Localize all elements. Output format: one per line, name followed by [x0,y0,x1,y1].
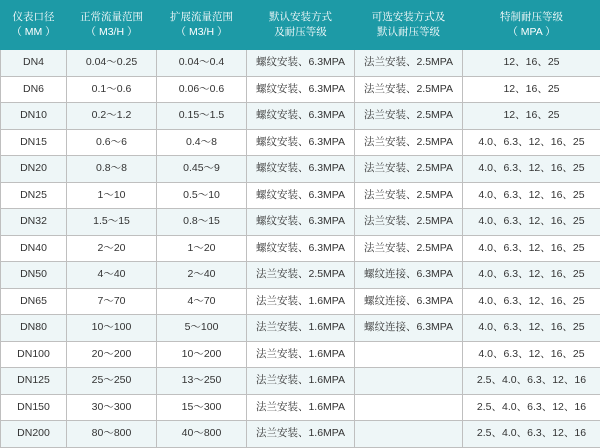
table-cell: 法兰安装、1.6MPA [247,315,355,342]
table-cell [355,421,463,448]
table-cell: 4.0、6.3、12、16、25 [463,129,600,156]
table-cell: 法兰安装、1.6MPA [247,288,355,315]
column-header-diameter-line2: （ MM ） [2,25,65,40]
cell-diameter: DN4 [1,50,67,77]
table-cell: 30～300 [67,394,157,421]
table-cell: 7～70 [67,288,157,315]
table-row [1,288,600,315]
table-cell: 2～40 [157,262,247,289]
column-header-optional-install-line1: 可选安装方式及 [356,10,461,25]
table-row [1,103,600,130]
table-row [1,50,600,77]
table-cell: 螺纹安装、6.3MPA [247,209,355,236]
table-row [1,76,600,103]
column-header-special-pressure [463,1,600,50]
table-cell: 螺纹连接、6.3MPA [355,315,463,342]
column-header-normal-flow-line2: （ M3/H ） [68,25,155,40]
table-cell: 法兰安装、2.5MPA [355,103,463,130]
cell-diameter: DN65 [1,288,67,315]
table-body [1,50,600,448]
table-cell: 12、16、25 [463,76,600,103]
cell-diameter: DN32 [1,209,67,236]
table-cell: 法兰安装、2.5MPA [355,235,463,262]
table-cell: 4.0、6.3、12、16、25 [463,341,600,368]
cell-diameter: DN25 [1,182,67,209]
cell-diameter: DN125 [1,368,67,395]
table-cell: 10～200 [157,341,247,368]
table-cell: 2.5、4.0、6.3、12、16 [463,394,600,421]
table-cell: 0.04～0.4 [157,50,247,77]
table-cell: 4.0、6.3、12、16、25 [463,315,600,342]
table-cell: 螺纹连接、6.3MPA [355,288,463,315]
table-cell: 20～200 [67,341,157,368]
table-cell: 0.04～0.25 [67,50,157,77]
table-cell: 40～800 [157,421,247,448]
table-cell: 螺纹安装、6.3MPA [247,235,355,262]
table-cell: 10～100 [67,315,157,342]
table-row [1,368,600,395]
table-cell: 法兰安装、2.5MPA [355,182,463,209]
column-header-normal-flow [67,1,157,50]
table-cell: 螺纹安装、6.3MPA [247,182,355,209]
cell-diameter: DN200 [1,421,67,448]
column-header-default-install-line2: 及耐压等级 [248,25,353,40]
cell-diameter: DN15 [1,129,67,156]
table-cell: 4.0、6.3、12、16、25 [463,209,600,236]
table-cell: 13～250 [157,368,247,395]
table-cell: 0.8～15 [157,209,247,236]
table-cell: 12、16、25 [463,50,600,77]
column-header-optional-install [355,1,463,50]
cell-diameter: DN80 [1,315,67,342]
column-header-default-install [247,1,355,50]
column-header-special-pressure-line1: 特制耐压等级 [464,10,599,25]
table-row [1,315,600,342]
column-header-normal-flow-line1: 正常流量范围 [68,10,155,25]
cell-diameter: DN10 [1,103,67,130]
table-cell: 4～40 [67,262,157,289]
table-cell: 法兰安装、2.5MPA [355,129,463,156]
table-cell: 螺纹安装、6.3MPA [247,156,355,183]
table-cell: 螺纹安装、6.3MPA [247,76,355,103]
column-header-diameter [1,1,67,50]
table-row [1,129,600,156]
cell-diameter: DN40 [1,235,67,262]
table-cell: 螺纹安装、6.3MPA [247,103,355,130]
table-cell: 0.06～0.6 [157,76,247,103]
table-cell: 0.5～10 [157,182,247,209]
table-cell: 法兰安装、2.5MPA [247,262,355,289]
cell-diameter: DN6 [1,76,67,103]
table-cell: 4～70 [157,288,247,315]
table-row [1,182,600,209]
table-cell: 0.1～0.6 [67,76,157,103]
table-row [1,235,600,262]
table-row [1,421,600,448]
table-cell: 0.4～8 [157,129,247,156]
table-cell: 法兰安装、2.5MPA [355,209,463,236]
table-header-row [1,1,600,50]
table-cell: 1～20 [157,235,247,262]
column-header-special-pressure-line2: （ MPA ） [464,25,599,40]
table-cell: 1.5～15 [67,209,157,236]
table-cell: 2.5、4.0、6.3、12、16 [463,421,600,448]
table-cell: 螺纹安装、6.3MPA [247,129,355,156]
table-cell: 0.6～6 [67,129,157,156]
cell-diameter: DN20 [1,156,67,183]
table-row [1,341,600,368]
table-cell: 15～300 [157,394,247,421]
column-header-extended-flow [157,1,247,50]
cell-diameter: DN100 [1,341,67,368]
table-cell: 0.8～8 [67,156,157,183]
table-cell: 12、16、25 [463,103,600,130]
table-cell: 法兰安装、2.5MPA [355,50,463,77]
table-cell: 0.15～1.5 [157,103,247,130]
table-cell: 4.0、6.3、12、16、25 [463,156,600,183]
table-row [1,156,600,183]
column-header-extended-flow-line1: 扩展流量范围 [158,10,245,25]
column-header-default-install-line1: 默认安装方式 [248,10,353,25]
table-row [1,209,600,236]
table-row [1,262,600,289]
table-cell: 1～10 [67,182,157,209]
column-header-optional-install-line2: 默认耐压等级 [356,25,461,40]
table-cell: 4.0、6.3、12、16、25 [463,235,600,262]
table-cell [355,341,463,368]
table-row [1,394,600,421]
table-cell: 螺纹连接、6.3MPA [355,262,463,289]
table-cell: 法兰安装、2.5MPA [355,156,463,183]
table-header [1,1,600,50]
table-cell: 80～800 [67,421,157,448]
table-cell: 螺纹安装、6.3MPA [247,50,355,77]
table-cell: 法兰安装、1.6MPA [247,394,355,421]
table-cell: 2～20 [67,235,157,262]
table-cell: 法兰安装、1.6MPA [247,341,355,368]
table-cell: 法兰安装、1.6MPA [247,421,355,448]
table-cell: 5～100 [157,315,247,342]
column-header-extended-flow-line2: （ M3/H ） [158,25,245,40]
table-cell [355,394,463,421]
table-cell: 4.0、6.3、12、16、25 [463,262,600,289]
table-cell: 2.5、4.0、6.3、12、16 [463,368,600,395]
cell-diameter: DN150 [1,394,67,421]
column-header-diameter-line1: 仪表口径 [2,10,65,25]
table-cell: 0.45～9 [157,156,247,183]
table-cell: 法兰安装、1.6MPA [247,368,355,395]
table-cell: 0.2～1.2 [67,103,157,130]
table-cell: 25～250 [67,368,157,395]
cell-diameter: DN50 [1,262,67,289]
table-cell: 4.0、6.3、12、16、25 [463,288,600,315]
table-cell: 法兰安装、2.5MPA [355,76,463,103]
table-cell [355,368,463,395]
table-cell: 4.0、6.3、12、16、25 [463,182,600,209]
